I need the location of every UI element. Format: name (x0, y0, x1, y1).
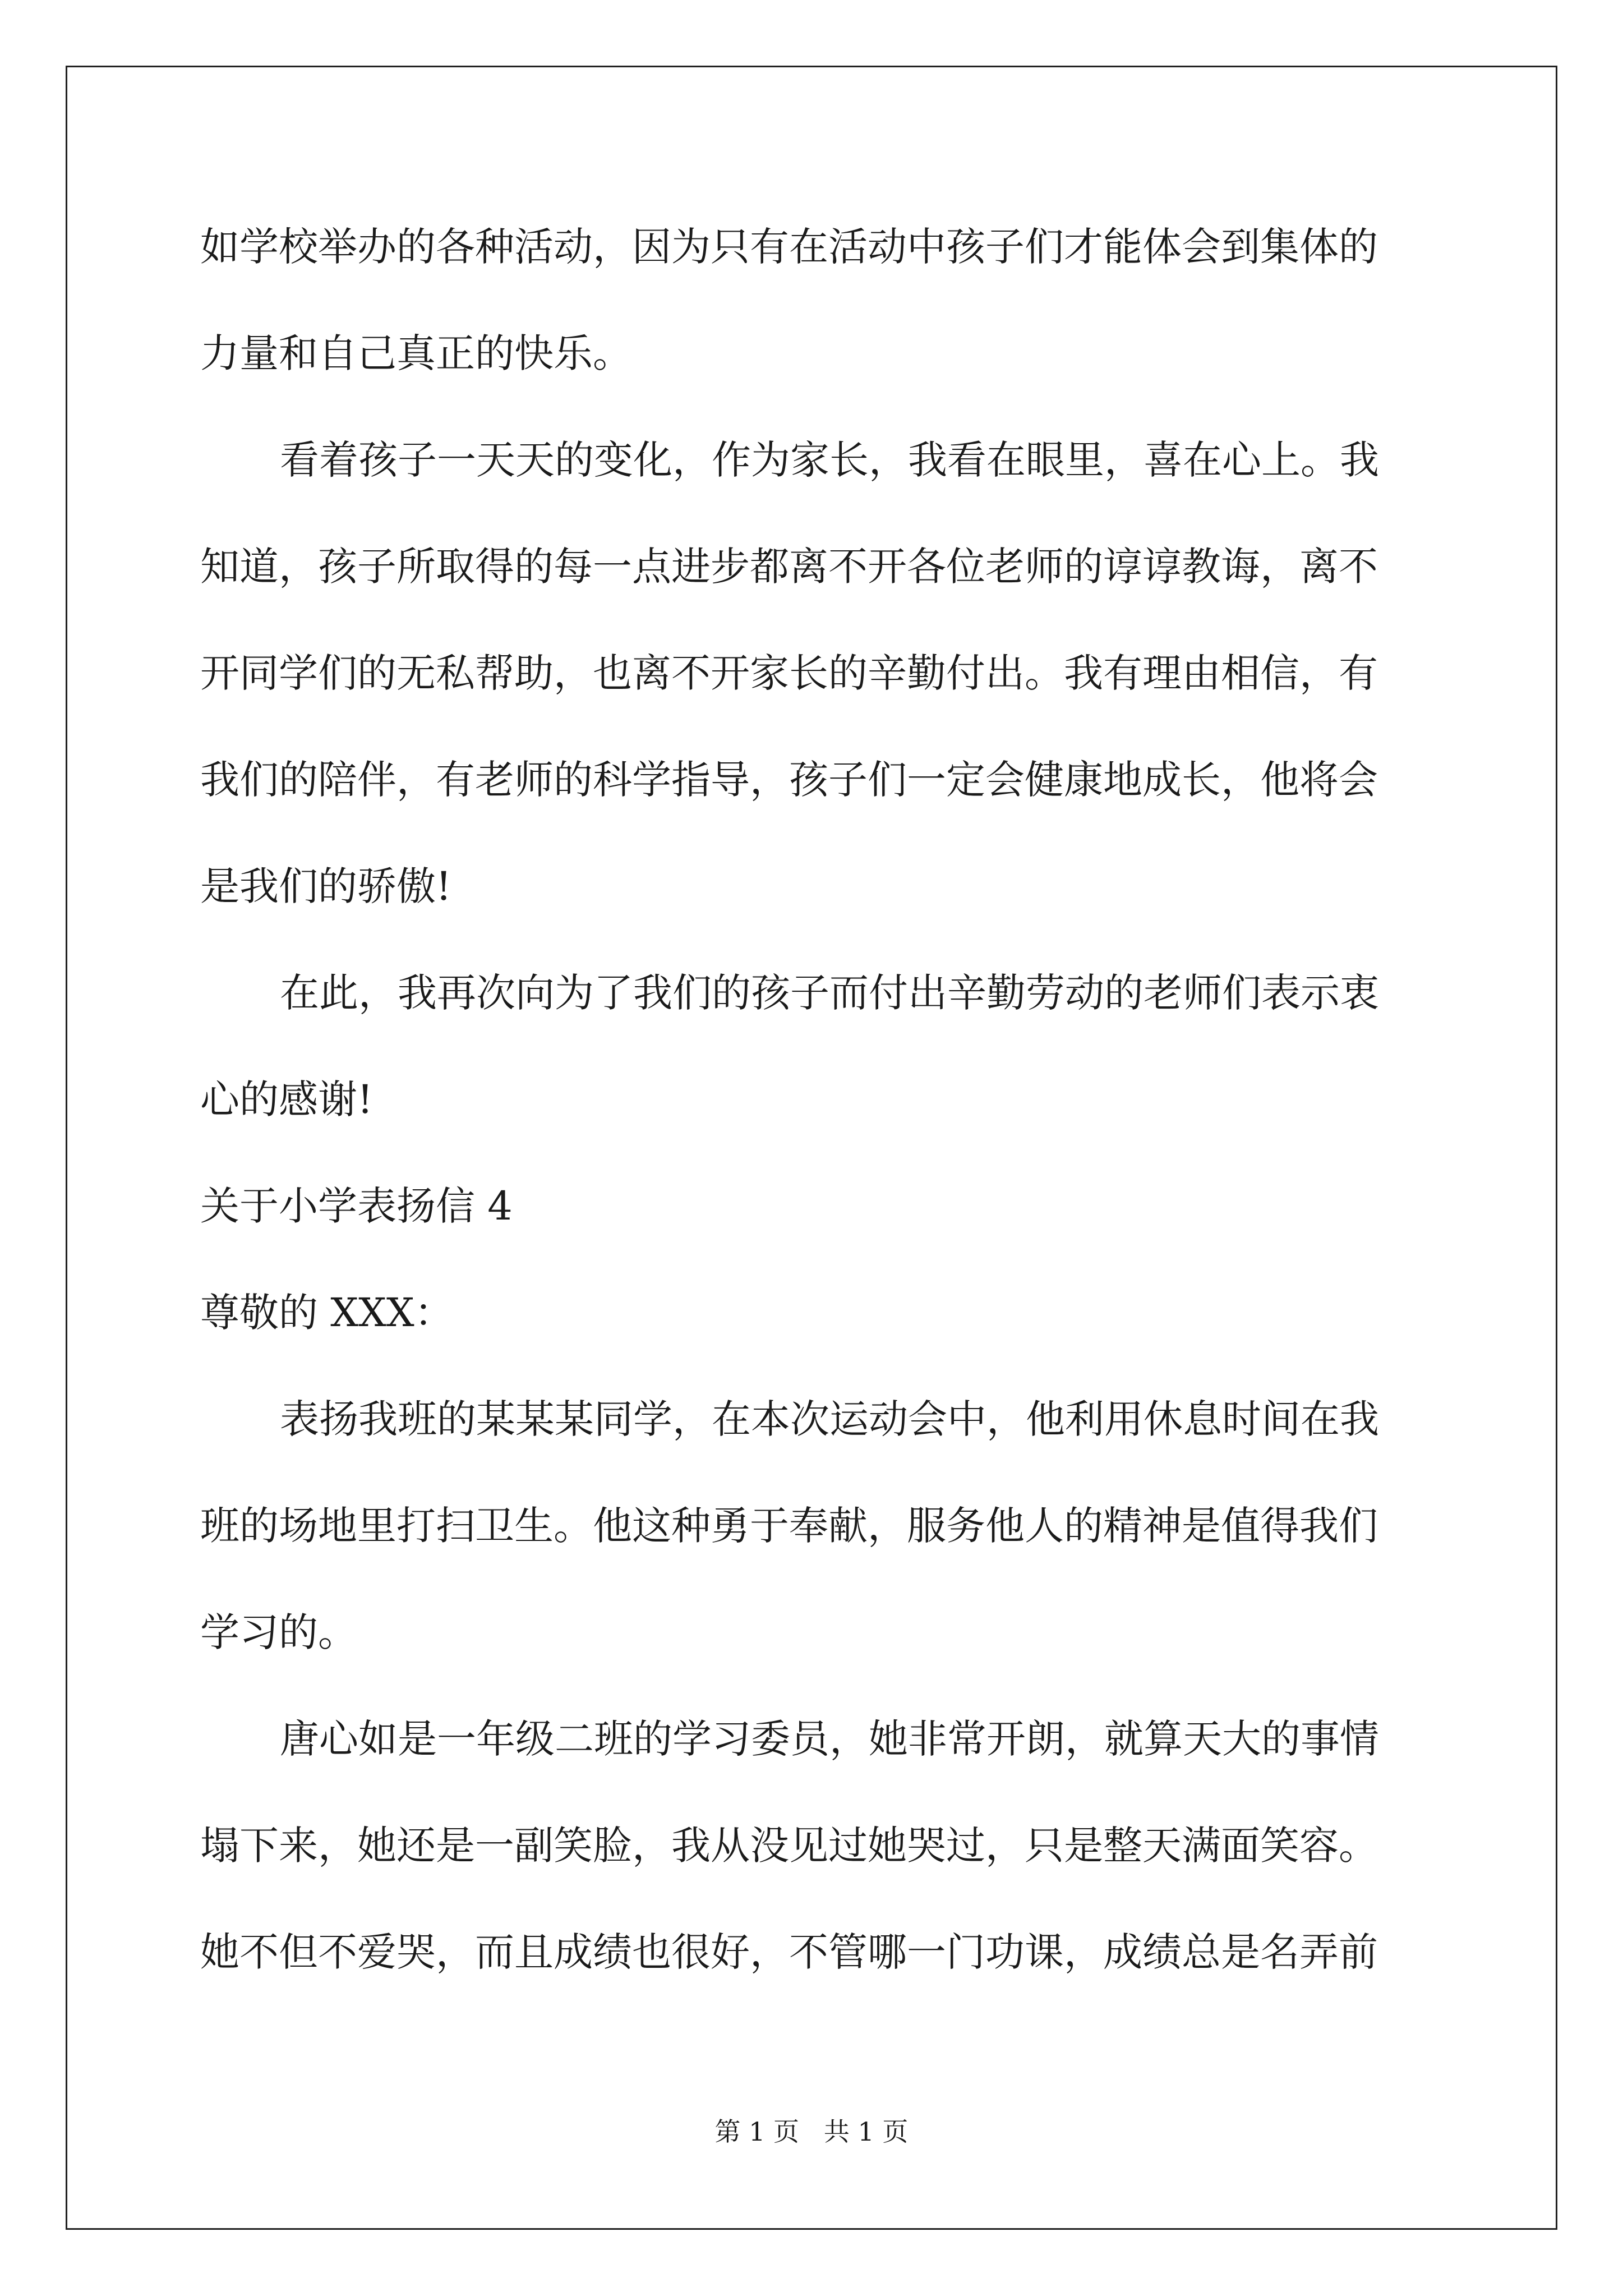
text-line: 塌下来，她还是一副笑脸，我从没见过她哭过，只是整天满面笑容。 (200, 1823, 1378, 1869)
paragraph-start: 唐心如是一年级二班的学习委员，她非常开朗，就算天大的事情 (280, 1716, 1379, 1762)
paragraph-start: 看着孩子一天天的变化，作为家长，我看在眼里，喜在心上。我 (280, 437, 1379, 483)
page-number-footer: 第 1 页 共 1 页 (714, 2116, 909, 2147)
text-line: 力量和自己真正的快乐。 (200, 330, 632, 376)
document-body (200, 213, 1428, 2025)
paragraph-start: 表扬我班的某某某同学，在本次运动会中，他利用休息时间在我 (280, 1396, 1379, 1442)
text-line: 我们的陪伴，有老师的科学指导，孩子们一定会健康地成长，他将会 (200, 757, 1378, 803)
salutation: 尊敬的 XXX： (200, 1290, 454, 1336)
paragraph-start: 在此，我再次向为了我们的孩子而付出辛勤劳动的老师们表示衷 (280, 970, 1379, 1016)
text-line: 她不但不爱哭，而且成绩也很好，不管哪一门功课，成绩总是名弄前 (200, 1929, 1378, 1975)
text-line: 知道，孩子所取得的每一点进步都离不开各位老师的谆谆教诲，离不 (200, 544, 1378, 590)
section-heading: 关于小学表扬信 4 (200, 1183, 513, 1229)
text-line: 学习的。 (200, 1609, 357, 1655)
text-line: 心的感谢! (200, 1076, 374, 1122)
text-line: 班的场地里打扫卫生。他这种勇于奉献，服务他人的精神是值得我们 (200, 1503, 1378, 1549)
text-line: 开同学们的无私帮助，也离不开家长的辛勤付出。我有理由相信，有 (200, 650, 1378, 696)
text-line: 如学校举办的各种活动，因为只有在活动中孩子们才能体会到集体的 (200, 224, 1378, 270)
text-line: 是我们的骄傲! (200, 863, 452, 909)
